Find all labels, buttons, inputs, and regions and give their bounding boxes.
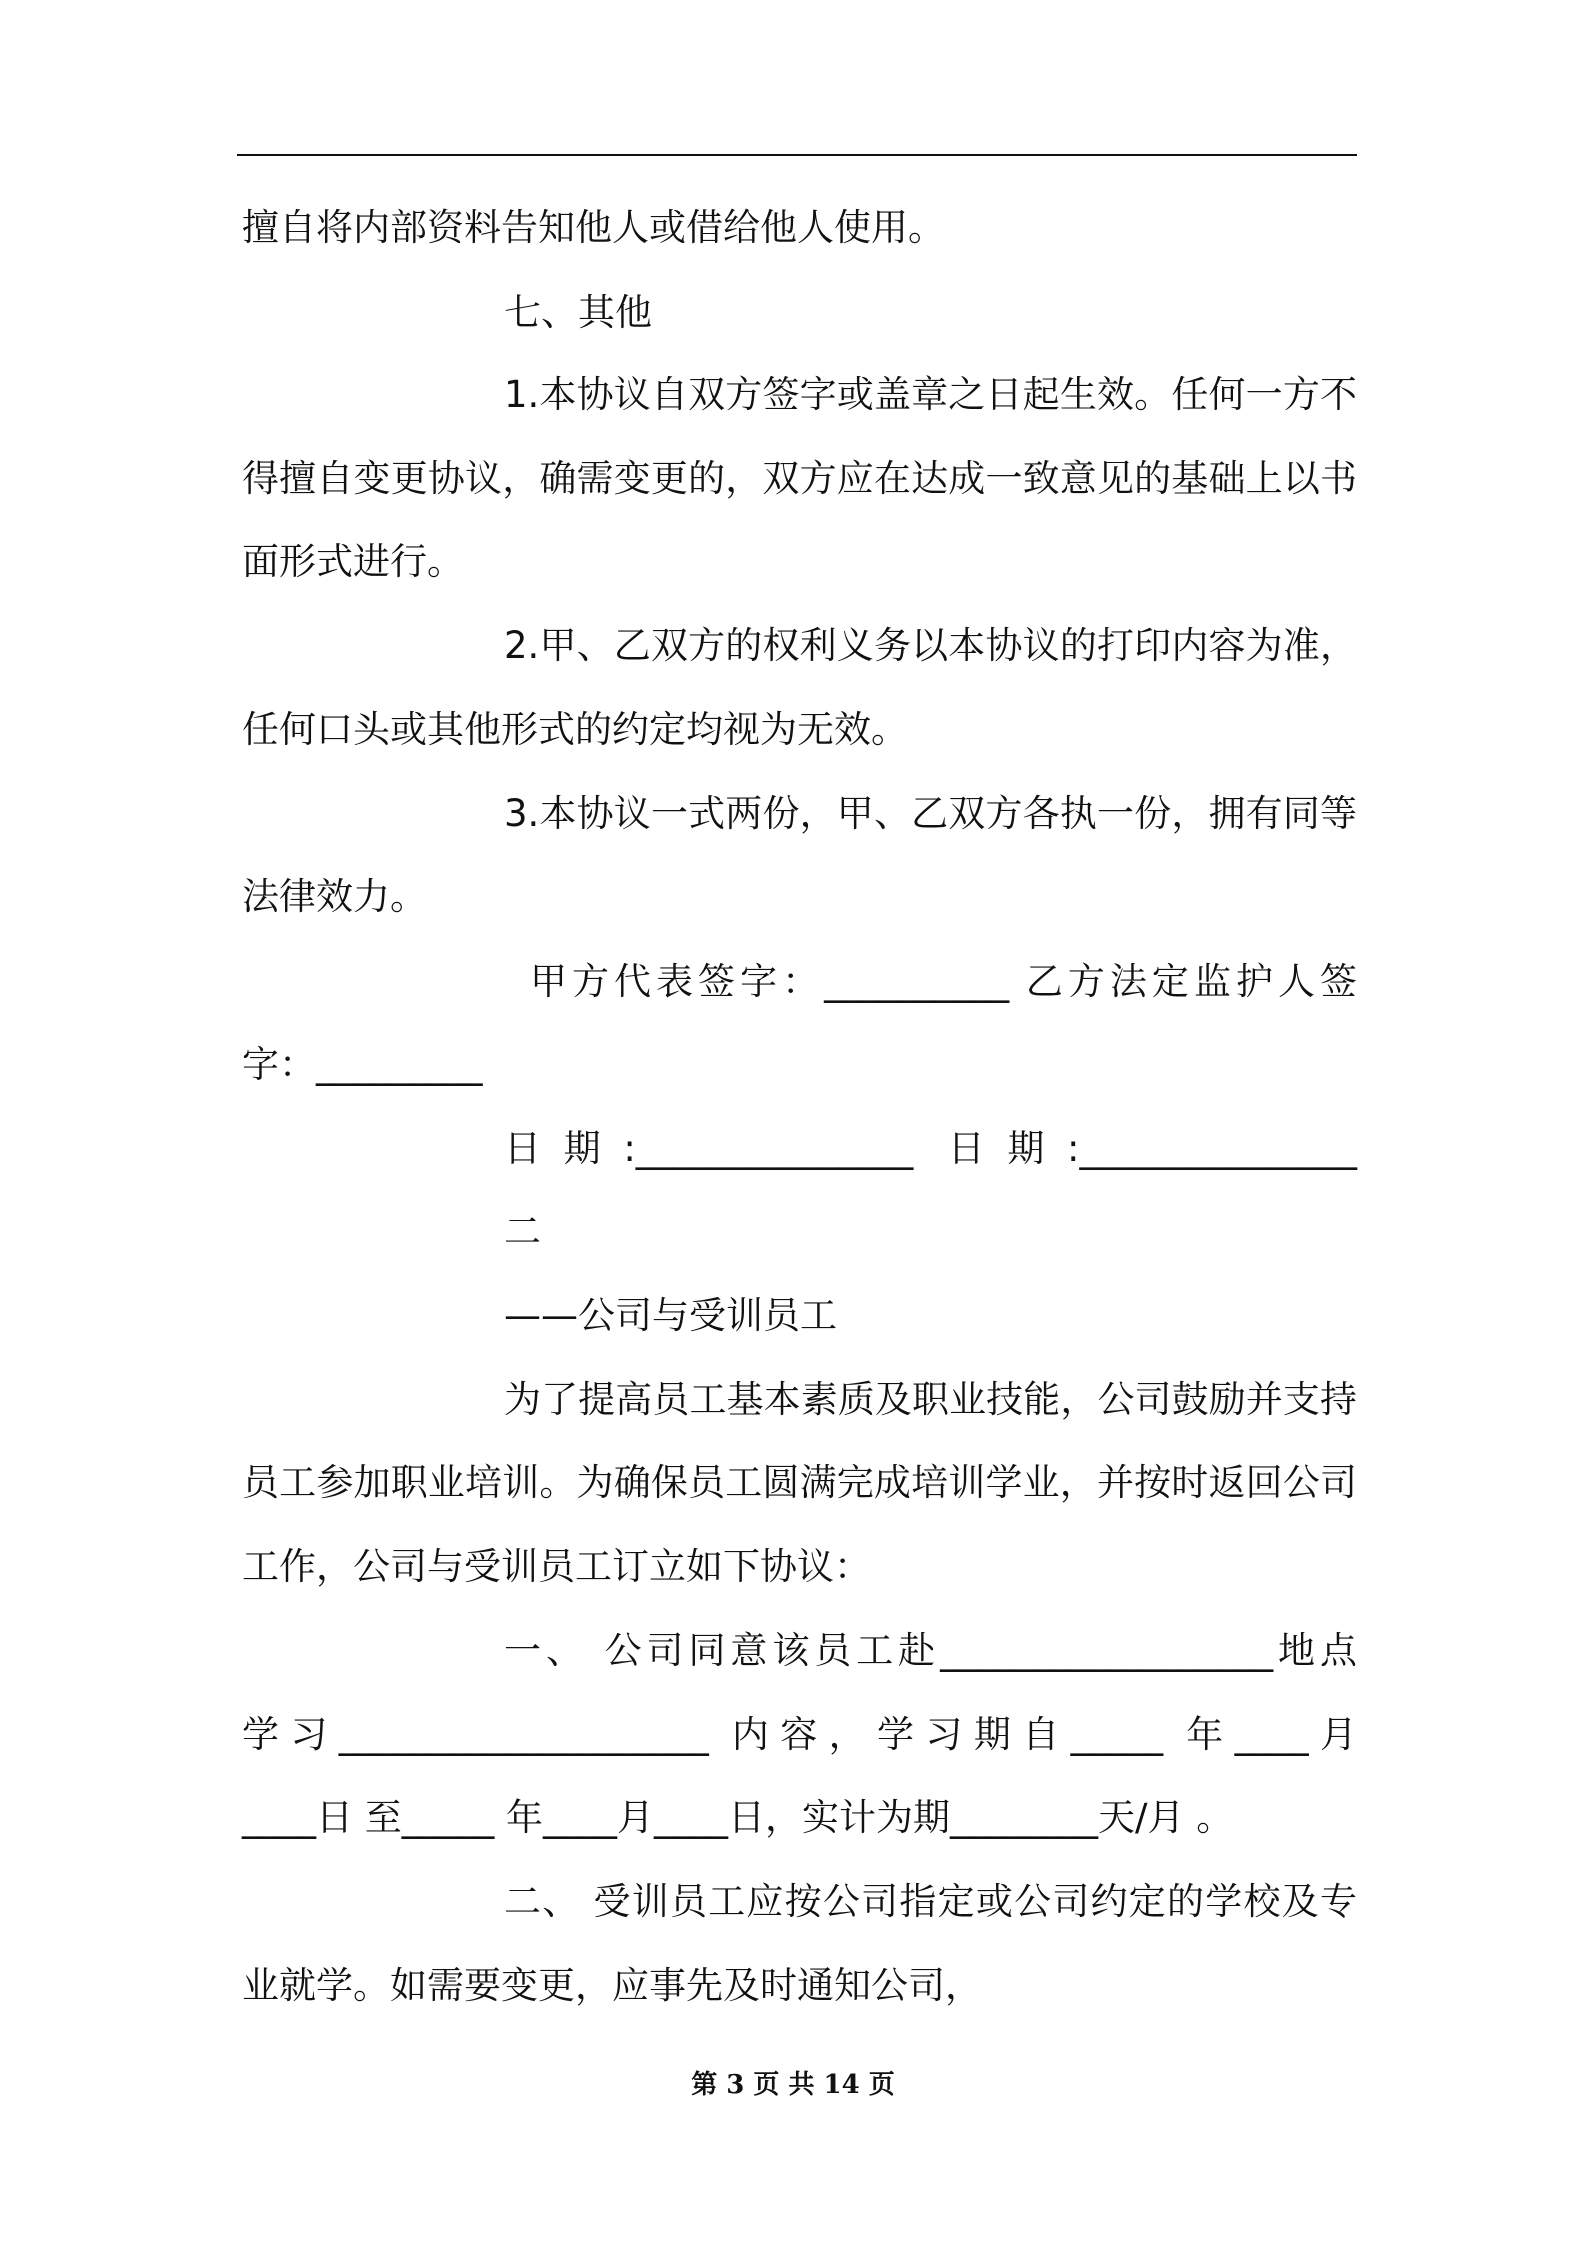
text-line: 面形式进行。 (242, 540, 464, 583)
text-line: 2.甲、乙双方的权利义务以本协议的打印内容为准， (504, 624, 1357, 667)
text-line: 为了提高员工基本素质及职业技能，公司鼓励并支持 (504, 1378, 1357, 1421)
text-line: 法律效力。 (242, 875, 427, 918)
text-line: 任何口头或其他形式的约定均视为无效。 (242, 708, 908, 751)
page-indicator: 第 3 页 共 14 页 (691, 2070, 895, 2100)
text-line: 擅自将内部资料告知他人或借给他人使用。 (242, 206, 945, 249)
text-line: 工作，公司与受训员工订立如下协议： (242, 1545, 871, 1588)
text-line: 1.本协议自双方签字或盖章之日起生效。任何一方不 (504, 373, 1357, 416)
text-line: 3.本协议一式两份，甲、乙双方各执一份，拥有同等 (504, 792, 1357, 835)
date-line: 日期:_______________ 日期:_______________ (504, 1127, 1357, 1170)
header-rule (237, 154, 1357, 156)
clause-line: ____日 至_____ 年____月____日，实计为期________天/月 。 (242, 1796, 1234, 1839)
text-line: 得擅自变更协议，确需变更的，双方应在达成一致意见的基础上以书 (242, 457, 1357, 500)
clause-line: 业就学。如需要变更，应事先及时通知公司， (242, 1964, 982, 2007)
clause-line: 学习____________________ 内容，学习期自_____ 年____月 (242, 1713, 1357, 1756)
text-line: 员工参加职业培训。为确保员工圆满完成培训学业，并按时返回公司 (242, 1461, 1357, 1504)
clause-line: 一、 公司同意该员工赴__________________地点 (504, 1629, 1357, 1672)
section-number: 二 (504, 1210, 541, 1253)
clause-line: 二、 受训员工应按公司指定或公司约定的学校及专 (504, 1880, 1357, 1923)
signature-line: 字：_________ (242, 1043, 483, 1086)
signature-line: 甲方代表签字：__________ 乙方法定监护人签 (530, 960, 1357, 1003)
section-heading: 七、其他 (504, 291, 652, 334)
section-subtitle: ——公司与受训员工 (504, 1294, 837, 1337)
